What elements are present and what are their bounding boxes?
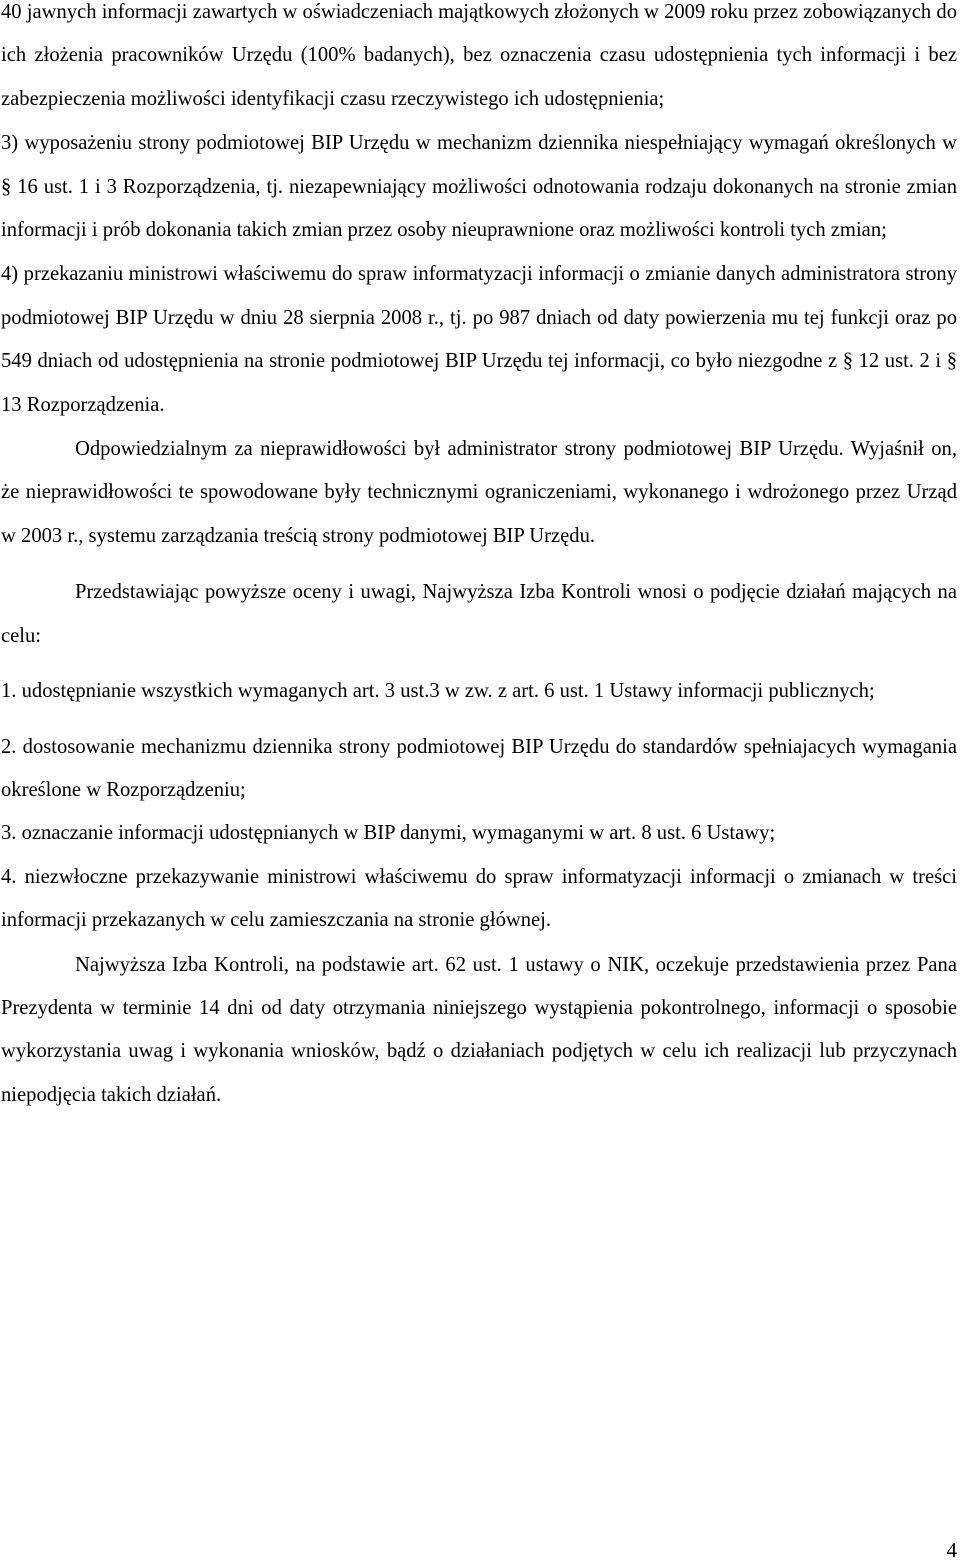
list-item-recommendation-4: 4. niezwłoczne przekazywanie ministrowi właściwemu do spraw informatyzacji informacji o zmianach w treści informacji przekazanych w celu zamieszczania na stronie głównej. (1, 865, 957, 932)
page-number: 4 (946, 1538, 957, 1562)
paragraph-responsibility: Odpowiedzialnym za nieprawidłowości był administrator strony podmiotowej BIP Urzędu. Wyjaśnił on, że nieprawidłowości te spowodowane były technicznymi ograniczeniami, wykonanego i wdrożonego przez Urząd w 2003 r., systemu zarządzania treścią strony podmiotowej BIP Urzędu. (1, 438, 957, 547)
paragraph-recommendations-intro: Przedstawiając powyższe oceny i uwagi, Najwyższa Izba Kontroli wnosi o podjęcie działań mających na celu: (1, 581, 957, 647)
paragraph-finding-3: 3) wyposażeniu strony podmiotowej BIP Urzędu w mechanizm dziennika niespełniający wymagań określonych w § 16 ust. 1 i 3 Rozporządzenia, tj. niezapewniający możliwości odnotowania rodzaju dokonanych na stronie zmian informacji i prób dokonania takich zmian przez osoby nieuprawnione oraz możliwości kontroli tych zmian; (1, 132, 957, 242)
list-item-recommendation-3: 3. oznaczanie informacji udostępnianych w BIP danymi, wymaganymi w art. 8 ust. 6 Ustawy; (1, 822, 776, 845)
paragraph-disclosures: 40 jawnych informacji zawartych w oświadczeniach majątkowych złożonych w 2009 roku przez zobowiązanych do ich złożenia pracowników Urzędu (100% badanych), bez oznaczenia czasu udostępnienia tych informacji i bez zabezpieczenia możliwości identyfikacji czasu rzeczywistego ich udostępnienia; (1, 1, 957, 110)
list-item-recommendation-1: 1. udostępnianie wszystkich wymaganych art. 3 ust.3 w zw. z art. 6 ust. 1 Ustawy informacji publicznych; (1, 680, 875, 703)
paragraph-finding-4: 4) przekazaniu ministrowi właściwemu do spraw informatyzacji informacji o zmianie danych administratora strony podmiotowej BIP Urzędu w dniu 28 sierpnia 2008 r., tj. po 987 dniach od daty powierzenia mu tej funkcji oraz po 549 dniach od udostępnienia na stronie podmiotowej BIP Urzędu tej informacji, co było niezgodne z § 12 ust. 2 i § 13 Rozporządzenia. (1, 263, 957, 416)
paragraph-nik-request: Najwyższa Izba Kontroli, na podstawie art. 62 ust. 1 ustawy o NIK, oczekuje przedstawienia przez Pana Prezydenta w terminie 14 dni od daty otrzymania niniejszego wystąpienia pokontrolnego, informacji o sposobie wykorzystania uwag i wykonania wniosków, bądź o działaniach podjętych w celu ich realizacji lub przyczynach niepodjęcia takich działań. (1, 953, 957, 1106)
list-item-recommendation-2: 2. dostosowanie mechanizmu dziennika strony podmiotowej BIP Urzędu do standardów spełniajacych wymagania określone w Rozporządzeniu; (1, 735, 957, 801)
